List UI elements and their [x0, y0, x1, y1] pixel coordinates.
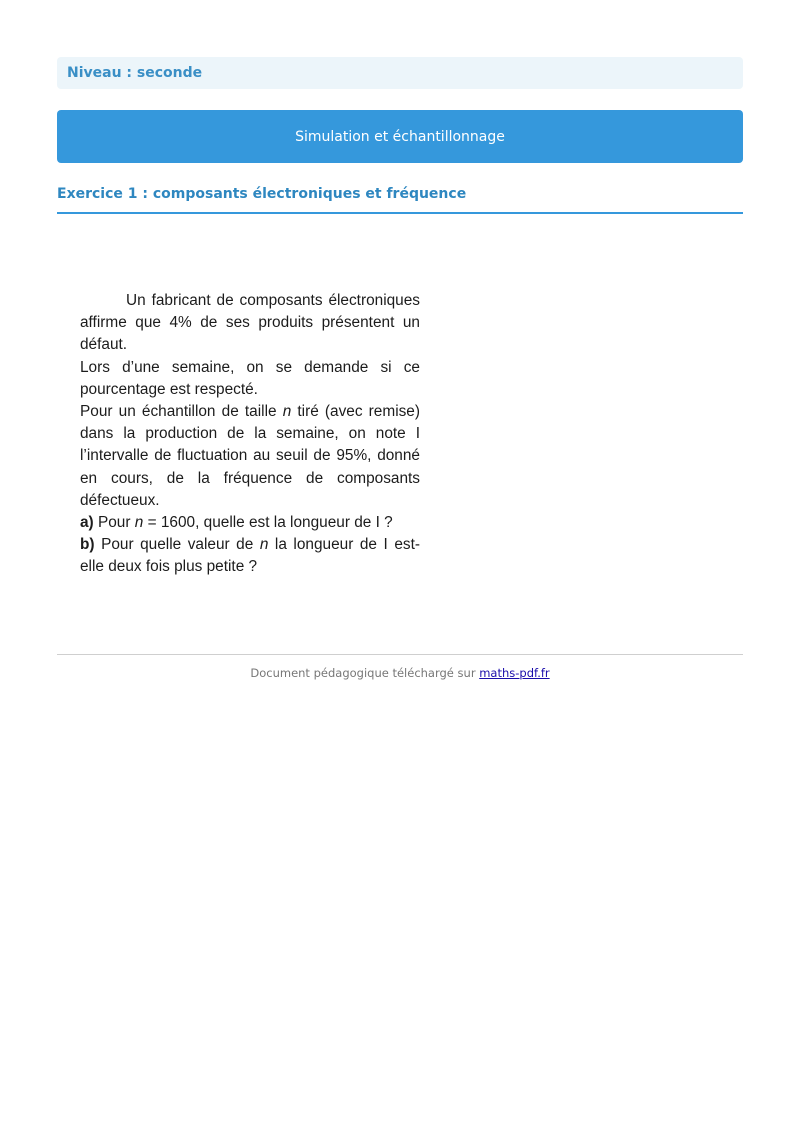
- footer-link[interactable]: maths-pdf.fr: [479, 666, 550, 680]
- statement-paragraph-3-start: Pour un échantillon de taille: [80, 403, 283, 421]
- exercise-statement: [80, 290, 420, 579]
- footer: [57, 666, 743, 680]
- question-a-text-start: Pour: [93, 514, 135, 532]
- variable-n: n: [259, 536, 269, 554]
- exercise-title-underline: [57, 212, 743, 214]
- question-b-text-end: la longueur de I est-elle deux fois plus petite ?: [80, 536, 420, 576]
- variable-n: n: [134, 514, 144, 532]
- variable-n: n: [282, 403, 292, 421]
- level-label: Niveau : seconde: [67, 65, 203, 81]
- title-banner: [57, 110, 743, 163]
- statement-paragraph-1: Un fabricant de composants électroniques affirme que 4% de ses produits présentent un défaut.: [80, 292, 420, 354]
- statement-paragraph-3-end: tiré (avec remise) dans la production de la semaine, on note I l’intervalle de fluctuation au seuil de 95%, donné en cours, de la fréquence de composants défectueux.: [80, 403, 420, 509]
- exercise-title: Exercice 1 : composants électroniques et fréquence: [57, 186, 467, 202]
- document-title: Simulation et échantillonnage: [295, 128, 505, 145]
- footer-text: Document pédagogique téléchargé sur: [250, 666, 480, 680]
- question-a-label: a): [80, 514, 94, 532]
- question-a: [80, 512, 420, 534]
- statement-paragraph-2: Lors d’une semaine, on se demande si ce pourcentage est respecté.: [80, 358, 420, 398]
- statement-paragraph-3: [80, 401, 420, 512]
- level-banner: [57, 57, 743, 89]
- question-b-label: b): [80, 536, 95, 554]
- question-a-text-end: = 1600, quelle est la longueur de I ?: [143, 514, 393, 532]
- question-b-text-start: Pour quelle valeur de: [94, 536, 260, 554]
- question-b: [80, 534, 420, 578]
- footer-divider: [57, 654, 743, 655]
